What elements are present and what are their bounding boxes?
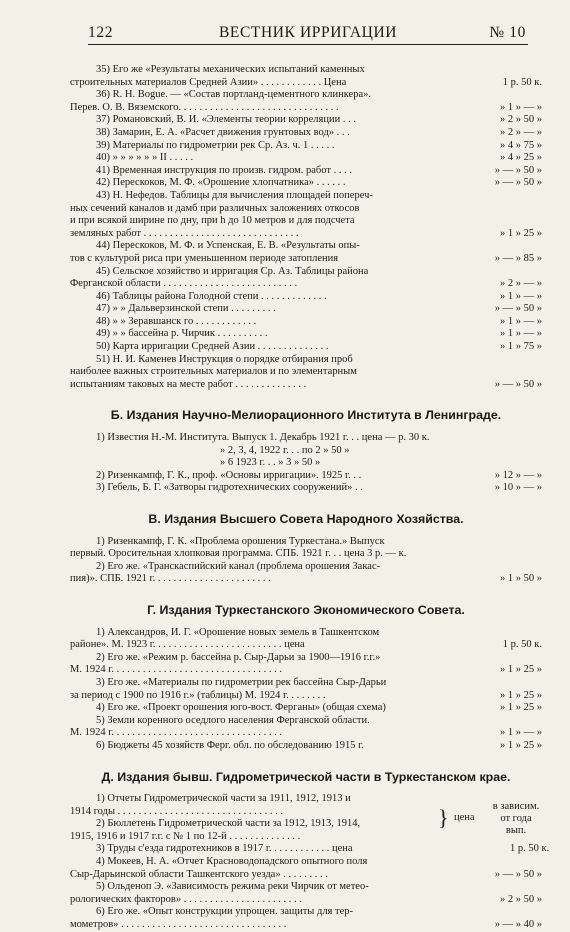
- entry-50: 50) Карта ирригации Средней Азии . . . . . . . . . . . . . . » 1 » 75 »: [96, 341, 542, 353]
- entry-45-line2: Ферганской области . . . . . . . . . . . . . . . . . . . . . . . . . . » 2 » — »: [70, 278, 542, 290]
- price: » 1 » — »: [500, 727, 542, 739]
- section-g-entry-1-line1: 1) Александров, И. Г. «Орошение новых земель в Ташкентском: [96, 626, 380, 638]
- price: » 12 » — »: [494, 469, 542, 481]
- section-d-entry-1-line1: 1) Отчеты Гидрометрической части за 1911, 1912, 1913 и: [96, 793, 351, 805]
- section-d-entry-2-line1: 2) Бюллетень Гидрометрической части за 1912, 1913, 1914,: [96, 818, 361, 830]
- price: » — » 85 »: [494, 252, 542, 264]
- section-d-entry-4-line1: 4) Мокеев, Н. А. «Отчет Красноводопадского опытного поля: [96, 856, 368, 868]
- price-note: в зависим. от года вып.: [492, 801, 540, 837]
- section-g-heading: Г. Издания Туркестанского Экономического Совета.: [147, 602, 465, 617]
- section-d-heading: Д. Издания бывш. Гидрометрической части в Туркестанском крае.: [101, 769, 511, 784]
- section-b-entry-3: 3) Гебель, Б. Г. «Затворы гидротехнических сооружений» . . » 10 » — »: [96, 482, 542, 494]
- price: » 2 » — »: [500, 126, 542, 138]
- entry-43-line3: и при всякой ширине по дну, при h до 10 метров и для подсчета: [70, 215, 355, 227]
- entry-41: 41) Временная инструкция по произв. гидром. работ . . . . » — » 50 »: [96, 164, 542, 176]
- entry-43-line4: земляных работ . . . . . . . . . . . . . . . . . . . . . . . . . . . . . . » 1 » 25 »: [70, 227, 542, 239]
- entry-43-line1: 43) Н. Нефедов. Таблицы для вычисления площадей попереч-: [96, 189, 373, 201]
- entry-45-line1: 45) Сельское хозяйство и ирригация Ср. Аз. Таблицы района: [96, 265, 369, 277]
- section-b-heading: Б. Издания Научно-Мелиорационного Института в Ленинграде.: [110, 408, 502, 423]
- price: » 10 » — »: [494, 482, 542, 494]
- entry-46: 46) Таблицы района Голодной степи . . . . . . . . . . . . . » 1 » — »: [96, 290, 542, 302]
- section-v-entry-1-line1: 1) Ризенкампф, Г. К. «Проблема орошения Туркестана.» Выпуск: [96, 535, 385, 547]
- entry-43-line2: ных сечений каналов и дамб при различных заложениях откосов: [70, 202, 360, 214]
- price: » 1 » 25 »: [500, 702, 542, 714]
- section-g-entry-2-line2: М. 1924 г. . . . . . . . . . . . . . . . . . . . . . . . . . . . . . . . . » 1 » 25 »: [70, 664, 542, 676]
- price: 1 р. 50 к.: [502, 76, 542, 88]
- price-label: цена: [454, 812, 475, 824]
- section-v-heading: В. Издания Высшего Совета Народного Хозяйства.: [148, 512, 464, 526]
- issue-number: № 10: [489, 24, 526, 41]
- price: » 1 » 25 »: [500, 739, 542, 751]
- section-b-entry-2: 2) Ризенкампф, Г. К., проф. «Основы ирригации». 1925 г. . . » 12 » — »: [96, 469, 542, 481]
- entry-40: 40) » » » » » » II . . . . . » 4 » 25 »: [96, 152, 542, 164]
- price: » 1 » 25 »: [500, 689, 542, 701]
- section-d-entry-2-line2: 1915, 1916 и 1917 г.г. с № 1 по 12-й . . . . . . . . . . . . . .: [70, 830, 301, 842]
- page-number: 122: [88, 24, 114, 41]
- price: » 2 » 50 »: [500, 893, 542, 905]
- section-g-entry-3-line2: за период с 1900 по 1916 г.» (таблицы) М. 1924 г. . . . . . . . » 1 » 25 »: [70, 689, 542, 701]
- price: » 1 » — »: [500, 328, 542, 340]
- section-b-entry-1-line1: 1) Известия Н.-М. Института. Выпуск 1. Декабрь 1921 г. . . цена — р. 30 к.: [96, 432, 430, 444]
- price: » 1 » 25 »: [500, 664, 542, 676]
- entry-37: 37) Романовский, В. И. «Элементы теории корреляции . . . » 2 » 50 »: [96, 114, 542, 126]
- entry-49: 49) » » бассейна р. Чирчик . . . . . . . . . . » 1 » — »: [96, 328, 542, 340]
- section-b-entry-1-line2: » 2, 3, 4, 1922 г. . . по 2 » 50 »: [220, 444, 350, 456]
- section-d-entries-1-2: [70, 793, 542, 843]
- page-header: [88, 24, 528, 45]
- journal-title: ВЕСТНИК ИРРИГАЦИИ: [218, 24, 398, 41]
- section-v-entry-1-line2: первый. Оросительная хлопковая программа. СПБ. 1921 г. . . цена 3 р. — к.: [70, 548, 407, 560]
- entry-39: 39) Материалы по гидрометрии рек Ср. Аз. ч. 1 . . . . . » 4 » 75 »: [96, 139, 542, 151]
- entry-42: 42) Перескоков, М. Ф. «Орошение хлопчатника» . . . . . . » — » 50 »: [96, 177, 542, 189]
- price: 1 р. 50 к.: [502, 639, 542, 651]
- price: » 1 » 25 »: [500, 227, 542, 239]
- section-d-entry-4-line2: Сыр-Дарьинской области Ташкентского уезда» . . . . . . . . . » — » 50 »: [70, 868, 542, 880]
- price: » — » 50 »: [494, 378, 542, 390]
- section-d-entry-6-line2: мометров» . . . . . . . . . . . . . . . . . . . . . . . . . . . . . . . . » — » 40 »: [70, 919, 542, 931]
- entry-38: 38) Замарин, Е. А. «Расчет движения грунтовых вод» . . . » 2 » — »: [96, 126, 542, 138]
- price: » 1 » — »: [500, 315, 542, 327]
- entry-35-line2: строительных материалов Средней Азии» . . . . . . . . . . . . Цена 1 р. 50 к.: [70, 76, 542, 88]
- section-d-entry-6-line1: 6) Его же. «Опыт конструкции упрощен. защиты для тер-: [96, 906, 354, 918]
- entry-35-line1: 35) Его же «Результаты механических испытаний каменных: [96, 64, 365, 75]
- price: » — » 50 »: [494, 868, 542, 880]
- entry-51-line3: испытаниям таковых на месте работ . . . . . . . . . . . . . . » — » 50 »: [70, 378, 542, 390]
- entry-44-line1: 44) Перескоков, М. Ф. и Успенская, Е. В. «Результаты опы-: [96, 240, 360, 252]
- price: » 2 » 50 »: [500, 114, 542, 126]
- entry-51-line2: наиболее важных строительных материалов и по элементарным: [70, 366, 357, 378]
- price: » — » 50 »: [494, 303, 542, 315]
- section-d-entry-5-line1: 5) Ольденоп Э. «Зависимость режима реки Чирчик от метео-: [96, 881, 369, 893]
- entry-51-line1: 51) Н. И. Каменев Инструкция о порядке отбирания проб: [96, 353, 353, 365]
- section-v-entry-2-line2: пия)». СПБ. 1921 г. . . . . . . . . . . . . . . . . . . . . . . » 1 » 50 »: [70, 573, 542, 585]
- section-d-entry-3: 3) Труды с'езда гидротехников в 1917 г. . . . . . . . . . . . цена 1 р. 50 к.: [96, 843, 550, 855]
- brace: }: [438, 805, 449, 831]
- price: » — » 40 »: [494, 919, 542, 931]
- price: » 2 » — »: [500, 278, 542, 290]
- section-b-entry-1-line3: » 6 1923 г. . . » 3 » 50 »: [220, 457, 321, 469]
- section-g-entry-4: 4) Его же. «Проект орошения юго-вост. Ферганы» (общая схема) » 1 » 25 »: [96, 702, 542, 714]
- price: » — » 50 »: [494, 164, 542, 176]
- section-g-entry-5-line2: М. 1924 г. . . . . . . . . . . . . . . . . . . . . . . . . . . . . . . . . » 1 » — »: [70, 727, 542, 739]
- section-d-entry-1-line2: 1914 годы . . . . . . . . . . . . . . . . . . . . . . . . . . . . . . . .: [70, 805, 284, 817]
- section-g-entry-2-line1: 2) Его же. «Режим р. бассейна р. Сыр-Дарьи за 1900—1916 г.г.»: [96, 651, 381, 663]
- price: » — » 50 »: [494, 177, 542, 189]
- price: » 1 » 75 »: [500, 341, 542, 353]
- section-g-entry-5-line1: 5) Земли коренного оседлого населения Ферганской области.: [96, 714, 370, 726]
- entry-36-line1: 36) R. H. Bogue. — «Состав портланд-цементного клинкера».: [96, 89, 371, 101]
- price: » 1 » 50 »: [500, 573, 542, 585]
- price: 1 р. 50 к.: [510, 843, 550, 855]
- entry-36-line2: Перев. О. В. Вяземского. . . . . . . . . . . . . . . . . . . . . . . . . . . . . . . » 1 » — »: [70, 101, 542, 113]
- price: » 1 » — »: [500, 101, 542, 113]
- section-v-entry-2-line1: 2) Его же. «Транскаспийский канал (проблема орошения Закас-: [96, 560, 381, 572]
- section-g-entry-1-line2: районе». М. 1923 г. . . . . . . . . . . . . . . . . . . . . . . . . цена 1 р. 50 к.: [70, 639, 542, 651]
- section-g-entry-6: 6) Бюджеты 45 хозяйств Ферг. обл. по обследованию 1915 г. » 1 » 25 »: [96, 739, 542, 751]
- section-g-entry-3-line1: 3) Его же. «Материалы по гидрометрии рек бассейна Сыр-Дарьи: [96, 676, 387, 688]
- entry-47: 47) » » Дальверзинской степи . . . . . . . . . » — » 50 »: [96, 303, 542, 315]
- price: » 1 » — »: [500, 290, 542, 302]
- price: » 4 » 25 »: [500, 152, 542, 164]
- entry-48: 48) » » Зеравшанск го . . . . . . . . . . . . » 1 » — »: [96, 315, 542, 327]
- section-d-entry-5-line2: рологических факторов» . . . . . . . . . . . . . . . . . . . . . . . » 2 » 50 »: [70, 893, 542, 905]
- price: » 4 » 75 »: [500, 139, 542, 151]
- entry-44-line2: тов с культурой риса при уменьшенном периоде затопления » — » 85 »: [70, 252, 542, 264]
- catalog-content: [70, 64, 550, 932]
